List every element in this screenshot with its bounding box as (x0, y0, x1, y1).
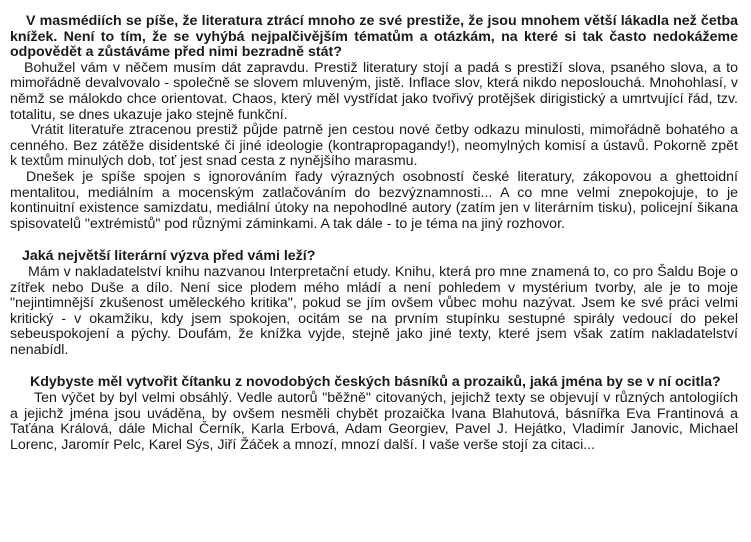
interview-question: Jaká největší literární výzva před vámi leží? (22, 248, 316, 265)
interview-question: V masmédiích se píše, že literatura ztrácí mnoho ze své prestiže, že jsou mnohem větší lákadla než četba knížek. Není to tím, že se vyhýbá nejpalčivějším tématům a otázkám, na které si tak často nedokážeme odpovědět a zůstáváme před nimi bezradně stát? (10, 13, 738, 61)
interview-question: Kdybyste měl vytvořit čítanku z novodobých českých básníků a prozaiků, jaká jména by se v ní ocitla? (30, 374, 721, 391)
answer-paragraph: Ten výčet by byl velmi obsáhlý. Vedle autorů "běžně" citovaných, jejichž texty se objevují v různých antologiích a jejichž jména jsou uváděna, by ovšem nesměli chybět prozaička Ivana Blahutová, básnířka Eva Frantinová a Taťána Králová, dále Michal Černík, Karla Erbová, Adam Georgiev, Pavel J. Hejátko, Vladimír Janovic, Michael Lorenc, Jaromír Pelc, Karel Sýs, Jiří Žáček a mnozí, mnozí další. I vaše verše stojí za citaci... (10, 390, 738, 453)
section-spacer (10, 358, 738, 375)
section-spacer (10, 232, 738, 249)
answer-paragraph: Bohužel vám v něčem musím dát zapravdu. Prestiž literatury stojí a padá s prestiží slova, psaného slova, a to mimořádně devalvovalo - společně se slovem mluveným, jistě. Inflace slov, která nikdo neposlouchá. Mnohohlasí, v němž se málokdo chce orientovat. Chaos, který měl vystřídat jako tvořivý protějšek dirigistický a umrtvující řád, tzv. totalitu, se dnes ukazuje jako stejně funkční. (10, 59, 738, 123)
answer-paragraph: Vrátit literatuře ztracenou prestiž půjde patrně jen cestou nové četby odkazu minulosti, mimořádně bohatého a cenného. Bez zátěže disidentské či jiné ideologie (kontrapropagandy!), neomylných komisí a ústavů. Pokorně zpět k textům minulých dob, toť jest snad cesta z nynějšího marasmu. (10, 122, 738, 170)
answer-paragraph: Dnešek je spíše spojen s ignorováním řady výrazných osobností české literatury, zákopovou a ghettoidní mentalitou, mediálním a mocenským zatlačováním do bezvýznamnosti... A co mne velmi znepokojuje, to je kontinuitní existence samizdatu, mediální útoky na nepohodlné autory (zatím jen v literárním tisku), policejní šikana spisovatelů "extrémistů" pod různými záminkami. A tak dále - to je téma na jiný rozhovor. (10, 168, 738, 232)
answer-paragraph: Mám v nakladatelství knihu nazvanou Interpretační etudy. Knihu, která pro mne znamená to, co pro Šaldu Boje o zítřek nebo Duše a dílo. Není sice plodem mého mládí a není pohledem v mystérium tvorby, ale je to moje "nejintimnější zkušenost uměleckého kritika", pokud se jím ovšem vůbec mohu nazývat. Jsem ke své práci velmi kritický - v okamžiku, kdy jsem spokojen, ocitám se na prvním stupínku sestupné spirály vedoucí do pekel sebeuspokojení a pýchy. Doufám, že knížka vyjde, stejně jako jiné texty, které jsem však zatím nakladatelství nenabídl. (10, 263, 738, 358)
interview-article (10, 14, 738, 453)
